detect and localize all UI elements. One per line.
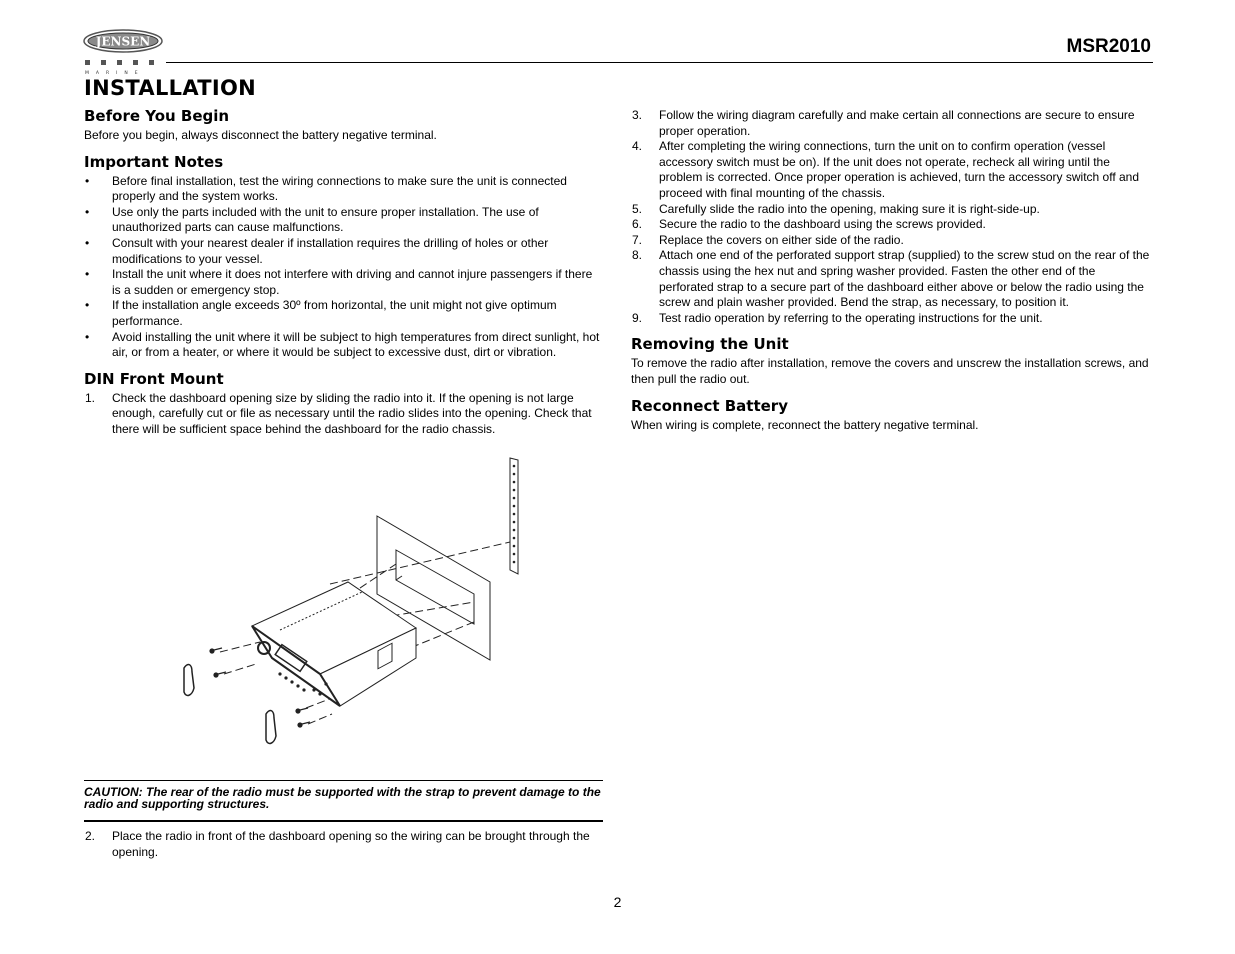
- list-item: • Before final installation, test the wiring connections to make sure the unit is connected properly and the system works.: [85, 173, 567, 204]
- right-column: [631, 108, 1153, 433]
- removing-the-unit-text: To remove the radio after installation, remove the covers and unscrew the installation screws, and then pull the radio out.: [631, 356, 1149, 386]
- removing-the-unit-heading: Removing the Unit: [631, 335, 789, 354]
- step-5: 5. Carefully slide the radio into the opening, making sure it is right-side-up.: [632, 201, 1040, 216]
- model-number: MSR2010: [1066, 36, 1151, 57]
- step-8: 8. Attach one end of the perforated support strap (supplied) to the screw stud on the rear of the chassis using the hex nut and spring washer provided. Fasten the other end of the perforated strap to a secure part of the dashboard either above or below the radio using the screw and plain washer provided. Bend the strap, as necessary, to position it.: [632, 248, 1150, 310]
- side-cover-right: [266, 711, 276, 744]
- step-1: 1. Check the dashboard opening size by sliding the radio into it. If the opening is not large enough, carefully cut or file as necessary until the radio slides into the opening. Check that there will be sufficient space behind the dashboard for the radio chassis.: [85, 390, 592, 436]
- list-item: • Avoid installing the unit where it will be subject to high temperatures from direct sunlight, hot air, or from a heater, or where it would be subject to excessive dust, dirt or vibration.: [85, 329, 600, 360]
- svg-text:MARINE: MARINE: [85, 71, 145, 76]
- step-9: 9. Test radio operation by referring to the operating instructions for the unit.: [632, 310, 1043, 325]
- list-item: • If the installation angle exceeds 30º from horizontal, the unit might not give optimum performance.: [85, 298, 557, 328]
- important-notes-list: [84, 174, 603, 361]
- installation-diagram: [180, 452, 525, 752]
- side-cover-left: [184, 665, 194, 696]
- support-strap: [510, 458, 518, 574]
- page-number: 2: [613, 894, 622, 910]
- svg-text:JENSEN: JENSEN: [95, 34, 151, 49]
- step-6: 6. Secure the radio to the dashboard using the screws provided.: [632, 217, 986, 232]
- reconnect-battery-text: When wiring is complete, reconnect the battery negative terminal.: [631, 417, 979, 432]
- caution-box: CAUTION: The rear of the radio must be supported with the strap to prevent damage to the radio and supporting structures.: [84, 780, 603, 822]
- step-2: 2. Place the radio in front of the dashboard opening so the wiring can be brought through the opening.: [85, 829, 590, 859]
- before-you-begin-heading: Before You Begin: [84, 107, 230, 125]
- list-item: • Install the unit where it does not interfere with driving and cannot injure passengers if there is a sudden or emergency stop.: [85, 267, 593, 297]
- header-rule: [166, 62, 1153, 63]
- jensen-marine-logo: [82, 28, 166, 78]
- list-item: • Consult with your nearest dealer if installation requires the drilling of holes or other modifications to your vessel.: [85, 235, 549, 266]
- important-notes-heading: Important Notes: [84, 152, 224, 171]
- step-4: 4. After completing the wiring connections, turn the unit on to confirm operation (vessel accessory switch must be on). If the unit does not operate, recheck all wiring until the problem is corrected. Once proper operation is achieved, turn the accessory switch off and proceed with final mounting of the chassis.: [632, 139, 1140, 200]
- step-3: 3. Follow the wiring diagram carefully and make certain all connections are secure to ensure proper operation.: [632, 108, 1135, 138]
- before-you-begin-text: Before you begin, always disconnect the battery negative terminal.: [84, 128, 437, 142]
- step-7: 7. Replace the covers on either side of the radio.: [632, 232, 904, 247]
- din-front-mount-heading: DIN Front Mount: [84, 369, 224, 388]
- list-item: • Use only the parts included with the unit to ensure proper installation. The use of unauthorized parts can cause malfunctions.: [85, 204, 539, 235]
- reconnect-battery-heading: Reconnect Battery: [631, 396, 788, 415]
- page-title: INSTALLATION: [84, 76, 257, 100]
- left-column: [84, 106, 603, 438]
